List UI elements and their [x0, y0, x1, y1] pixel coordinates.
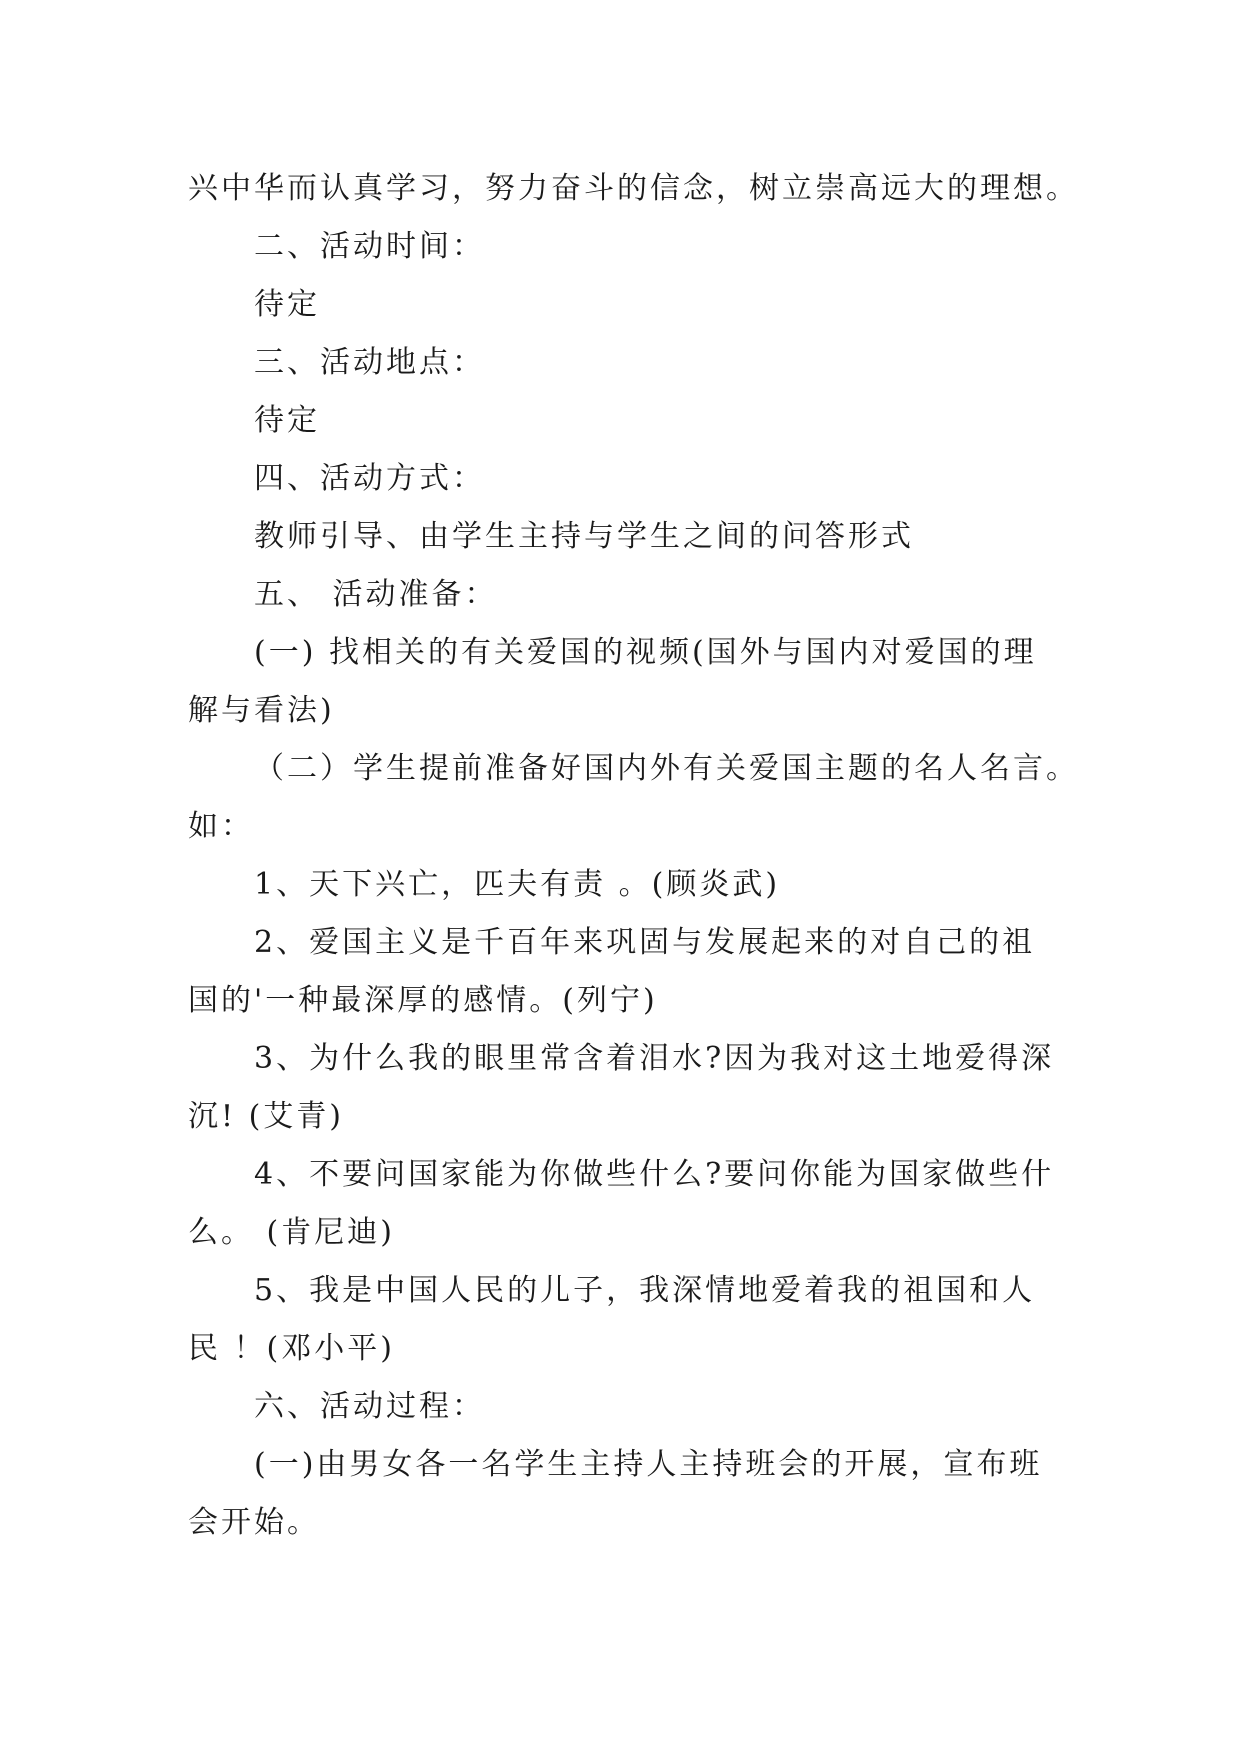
paragraph-line: 兴中华而认真学习，努力奋斗的信念，树立崇高远大的理想。: [188, 171, 1079, 206]
quote-item: 2、爱国主义是千百年来巩固与发展起来的对自己的祖: [254, 925, 1036, 960]
paragraph-line: 教师引导、由学生主持与学生之间的问答形式: [254, 519, 914, 554]
quote-item: 3、为什么我的眼里常含着泪水?因为我对这土地爱得深: [254, 1041, 1055, 1076]
quote-item-continuation: 民 ！(邓小平): [188, 1331, 395, 1366]
quote-item-continuation: 么。 (肯尼迪): [188, 1215, 395, 1250]
section-heading-preparation: 五、 活动准备：: [254, 577, 498, 612]
paragraph-line: （二）学生提前准备好国内外有关爱国主题的名人名言。: [254, 751, 1079, 786]
paragraph-line: 如：: [188, 809, 254, 844]
paragraph-line: 待定: [254, 403, 320, 438]
quote-item: 5、我是中国人民的儿子，我深情地爱着我的祖国和人: [254, 1273, 1036, 1308]
paragraph-line: 待定: [254, 287, 320, 322]
quote-item-continuation: 沉! (艾青): [188, 1099, 344, 1134]
section-heading-method: 四、活动方式：: [254, 461, 485, 496]
section-heading-location: 三、活动地点：: [254, 345, 485, 380]
document-body: [188, 160, 1079, 1552]
paragraph-line: (一)由男女各一名学生主持人主持班会的开展，宣布班: [254, 1447, 1043, 1482]
paragraph-line: (一) 找相关的有关爱国的视频(国外与国内对爱国的理: [254, 635, 1037, 670]
paragraph-line: 会开始。: [188, 1505, 320, 1540]
quote-item-continuation: 国的'一种最深厚的感情。(列宁): [188, 983, 658, 1018]
section-heading-process: 六、活动过程：: [254, 1389, 485, 1424]
quote-item: 1、天下兴亡，匹夫有责 。(顾炎武): [254, 867, 781, 902]
paragraph-line: 解与看法): [188, 693, 335, 728]
section-heading-time: 二、活动时间：: [254, 229, 485, 264]
quote-item: 4、不要问国家能为你做些什么?要问你能为国家做些什: [254, 1157, 1055, 1192]
